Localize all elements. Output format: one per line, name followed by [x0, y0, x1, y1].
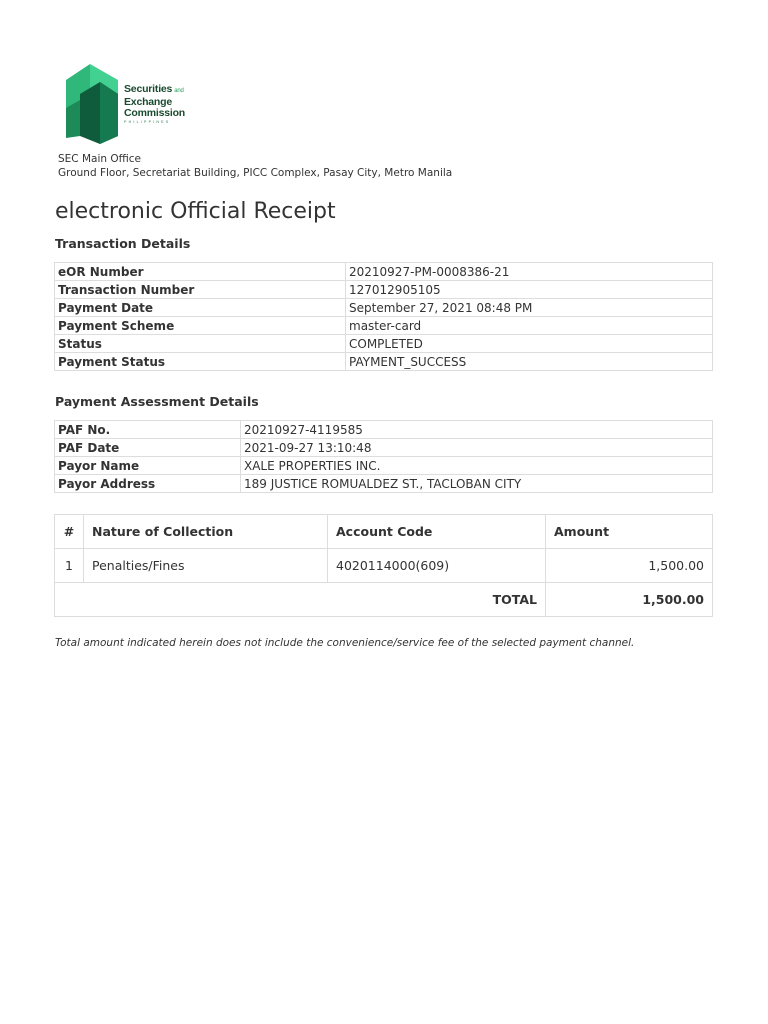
- payment-assessment-table: [54, 420, 713, 493]
- row-label-status: Status: [55, 335, 346, 353]
- table-row: [55, 281, 713, 299]
- payment-assessment-heading: Payment Assessment Details: [55, 394, 259, 409]
- row-label-paf-date: PAF Date: [55, 439, 241, 457]
- row-label-payment-scheme: Payment Scheme: [55, 317, 346, 335]
- row-value-payment-status: PAYMENT_SUCCESS: [346, 353, 713, 371]
- col-header-amount: Amount: [546, 515, 713, 549]
- table-row: [55, 263, 713, 281]
- transaction-details-heading: Transaction Details: [55, 236, 191, 251]
- cell-amount: 1,500.00: [546, 549, 713, 583]
- table-row: [55, 475, 713, 493]
- row-label-payor-address: Payor Address: [55, 475, 241, 493]
- row-value-eor-number: 20210927-PM-0008386-21: [346, 263, 713, 281]
- col-header-number: #: [55, 515, 84, 549]
- row-value-payor-name: XALE PROPERTIES INC.: [241, 457, 713, 475]
- table-row: [55, 335, 713, 353]
- logo-word-country: PHILIPPINES: [124, 120, 171, 124]
- col-header-nature: Nature of Collection: [84, 515, 328, 549]
- logo-word-and: and: [174, 88, 184, 94]
- logo-wordmark: [124, 84, 185, 125]
- page-title: electronic Official Receipt: [55, 199, 336, 224]
- logo-word-exchange: Exchange: [124, 96, 173, 108]
- fee-disclaimer-note: Total amount indicated herein does not include the convenience/service fee of the selected payment channel.: [55, 637, 635, 649]
- sec-logo: [66, 64, 206, 146]
- row-value-payor-address: 189 JUSTICE ROMUALDEZ ST., TACLOBAN CITY: [241, 475, 713, 493]
- office-address: Ground Floor, Secretariat Building, PICC Complex, Pasay City, Metro Manila: [58, 166, 453, 179]
- logo-word-securities: Securities: [124, 83, 173, 95]
- table-row: [55, 439, 713, 457]
- row-label-paf-no: PAF No.: [55, 421, 241, 439]
- row-value-payment-date: September 27, 2021 08:48 PM: [346, 299, 713, 317]
- table-header-row: [55, 515, 713, 549]
- collection-table: [54, 514, 713, 617]
- table-row: [55, 353, 713, 371]
- row-label-eor-number: eOR Number: [55, 263, 346, 281]
- table-row: [55, 549, 713, 583]
- row-value-paf-date: 2021-09-27 13:10:48: [241, 439, 713, 457]
- office-name: SEC Main Office: [58, 153, 142, 165]
- row-label-payment-date: Payment Date: [55, 299, 346, 317]
- total-row: [55, 583, 713, 617]
- row-value-payment-scheme: master-card: [346, 317, 713, 335]
- sec-emblem-icon: [66, 64, 122, 144]
- row-value-status: COMPLETED: [346, 335, 713, 353]
- table-row: [55, 299, 713, 317]
- logo-word-commission: Commission: [124, 107, 186, 119]
- total-label: TOTAL: [55, 583, 546, 617]
- table-row: [55, 421, 713, 439]
- row-value-transaction-number: 127012905105: [346, 281, 713, 299]
- table-row: [55, 457, 713, 475]
- cell-number: 1: [55, 549, 84, 583]
- table-row: [55, 317, 713, 335]
- row-label-payment-status: Payment Status: [55, 353, 346, 371]
- cell-nature: Penalties/Fines: [84, 549, 328, 583]
- col-header-account-code: Account Code: [328, 515, 546, 549]
- row-value-paf-no: 20210927-4119585: [241, 421, 713, 439]
- total-value: 1,500.00: [546, 583, 713, 617]
- row-label-transaction-number: Transaction Number: [55, 281, 346, 299]
- cell-account-code: 4020114000(609): [328, 549, 546, 583]
- row-label-payor-name: Payor Name: [55, 457, 241, 475]
- transaction-details-table: [54, 262, 713, 371]
- office-address-block: [58, 153, 452, 180]
